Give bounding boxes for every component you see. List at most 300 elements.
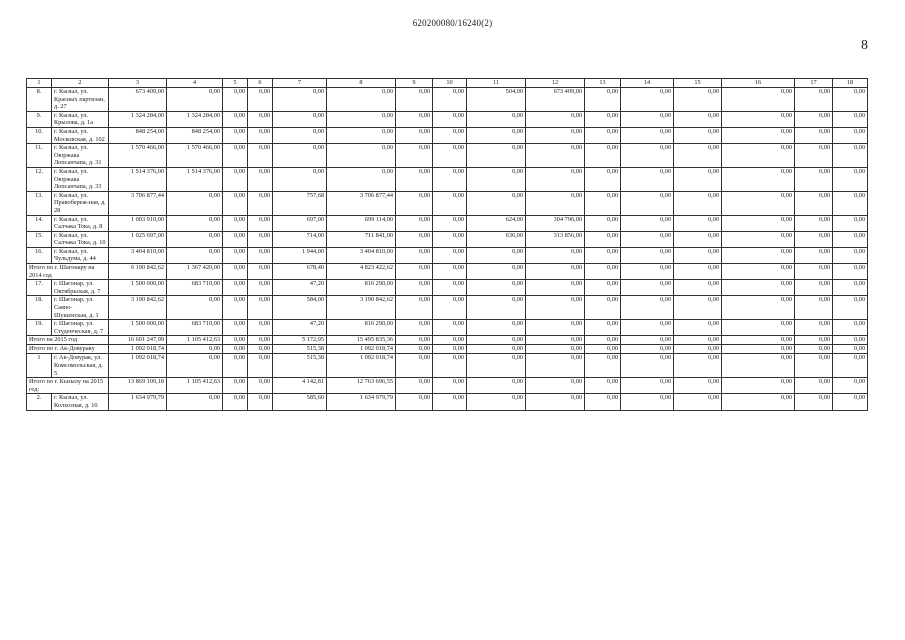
table-cell: 0,00 <box>248 144 273 168</box>
address-cell: г. Кызыл, ул. Салчака Тока, д. 10 <box>52 231 109 247</box>
table-cell: 0,00 <box>795 88 833 112</box>
table-cell: 0,00 <box>396 378 433 394</box>
table-cell: 0,00 <box>674 296 722 320</box>
table-cell: 0,00 <box>674 215 722 231</box>
table-cell: 0,00 <box>433 231 467 247</box>
row-number: 1 <box>27 354 52 378</box>
table-cell: 0,00 <box>433 144 467 168</box>
table-cell: 585,60 <box>273 394 327 410</box>
table-cell: 0,00 <box>167 354 223 378</box>
table-cell: 683 710,00 <box>167 320 223 336</box>
table-cell: 0,00 <box>248 264 273 280</box>
table-cell: 0,00 <box>722 296 795 320</box>
table-cell: 0,00 <box>674 111 722 127</box>
table-cell: 0,00 <box>433 394 467 410</box>
table-cell: 4 823 422,62 <box>327 264 396 280</box>
table-cell: 5 172,95 <box>273 336 327 345</box>
table-cell: 0,00 <box>396 394 433 410</box>
table-cell: 0,00 <box>396 215 433 231</box>
column-number: 10 <box>433 79 467 88</box>
subtotal-label: Итого по г. Шагонару на 2014 год <box>27 264 109 280</box>
table-cell: 0,00 <box>621 354 674 378</box>
table-cell: 0,00 <box>621 264 674 280</box>
table-cell: 0,00 <box>795 111 833 127</box>
table-cell: 1 092 018,74 <box>327 354 396 378</box>
table-cell: 0,00 <box>467 345 526 354</box>
table-cell: 0,00 <box>433 111 467 127</box>
table-cell: 0,00 <box>248 127 273 143</box>
address-cell: г. Кызыл, ул. Красных партизан, д. 27 <box>52 88 109 112</box>
table-cell: 0,00 <box>722 264 795 280</box>
column-number: 15 <box>674 79 722 88</box>
table-cell: 0,00 <box>526 264 585 280</box>
column-number: 11 <box>467 79 526 88</box>
table-cell: 0,00 <box>674 127 722 143</box>
table-cell: 0,00 <box>674 320 722 336</box>
table-cell: 0,00 <box>722 320 795 336</box>
table-cell: 0,00 <box>467 144 526 168</box>
table-cell: 1 092 018,74 <box>109 354 167 378</box>
table-cell: 0,00 <box>167 215 223 231</box>
table-cell: 0,00 <box>674 378 722 394</box>
table-cell: 0,00 <box>526 167 585 191</box>
table-row <box>27 191 868 215</box>
table-cell: 0,00 <box>248 296 273 320</box>
row-number: 8. <box>27 88 52 112</box>
table-cell: 0,00 <box>833 215 868 231</box>
table-cell: 0,00 <box>396 336 433 345</box>
subtotal-row <box>27 264 868 280</box>
table-row <box>27 296 868 320</box>
table-cell: 0,00 <box>833 354 868 378</box>
table-cell: 0,00 <box>433 378 467 394</box>
table-cell: 0,00 <box>722 88 795 112</box>
table-cell: 0,00 <box>223 394 248 410</box>
table-cell: 0,00 <box>433 127 467 143</box>
row-number: 18. <box>27 296 52 320</box>
table-cell: 0,00 <box>223 111 248 127</box>
table-cell: 0,00 <box>833 127 868 143</box>
table-cell: 1 570 466,00 <box>109 144 167 168</box>
table-cell: 0,00 <box>585 345 621 354</box>
table-cell: 683 710,00 <box>167 280 223 296</box>
page-number: 8 <box>861 38 868 53</box>
table-cell: 0,00 <box>223 354 248 378</box>
table-cell: 0,00 <box>396 111 433 127</box>
table-cell: 848 254,00 <box>167 127 223 143</box>
table-cell: 0,00 <box>526 296 585 320</box>
address-cell: г. Кызыл, ул. Колхозная, д. 10 <box>52 394 109 410</box>
table-cell: 0,00 <box>722 167 795 191</box>
table-cell: 0,00 <box>273 167 327 191</box>
table-row <box>27 354 868 378</box>
table-cell: 0,00 <box>467 167 526 191</box>
address-cell: г. Кызыл, ул. Оюржака Лопсанчапа, д. 33 <box>52 167 109 191</box>
table-cell: 0,00 <box>433 264 467 280</box>
table-cell: 1 092 018,74 <box>109 345 167 354</box>
table-cell: 0,00 <box>223 167 248 191</box>
table-cell: 0,00 <box>674 354 722 378</box>
table-cell: 0,00 <box>621 127 674 143</box>
address-cell: г. Шагонар, ул. Студенческая, д. 7 <box>52 320 109 336</box>
table-cell: 1 025 697,00 <box>109 231 167 247</box>
table-cell: 0,00 <box>722 247 795 263</box>
table-row <box>27 167 868 191</box>
table-cell: 0,00 <box>467 111 526 127</box>
column-number: 18 <box>833 79 868 88</box>
table-cell: 1 944,00 <box>273 247 327 263</box>
table-cell: 3 404 810,00 <box>327 247 396 263</box>
table-cell: 0,00 <box>795 231 833 247</box>
column-number: 1 <box>27 79 52 88</box>
subtotal-row <box>27 378 868 394</box>
table-cell: 0,00 <box>248 191 273 215</box>
table-cell: 0,00 <box>248 280 273 296</box>
row-number: 16. <box>27 247 52 263</box>
address-cell: г. Кызыл, ул. Оюржака Лопсанчапа, д. 31 <box>52 144 109 168</box>
table-cell: 0,00 <box>585 394 621 410</box>
column-number: 9 <box>396 79 433 88</box>
table-cell: 12 763 696,55 <box>327 378 396 394</box>
table-cell: 0,00 <box>795 167 833 191</box>
table-cell: 0,00 <box>433 167 467 191</box>
table-cell: 699 114,00 <box>327 215 396 231</box>
row-number: 17. <box>27 280 52 296</box>
table-cell: 0,00 <box>223 231 248 247</box>
table-row <box>27 320 868 336</box>
table-cell: 0,00 <box>585 280 621 296</box>
table-cell: 0,00 <box>248 394 273 410</box>
table-cell: 0,00 <box>433 320 467 336</box>
table-cell: 0,00 <box>674 345 722 354</box>
table-cell: 816 290,00 <box>327 320 396 336</box>
table-cell: 0,00 <box>433 88 467 112</box>
table-cell: 0,00 <box>467 394 526 410</box>
table-row <box>27 231 868 247</box>
table-cell: 1 105 412,63 <box>167 336 223 345</box>
table-cell: 0,00 <box>621 88 674 112</box>
table-row <box>27 280 868 296</box>
table-cell: 0,00 <box>167 88 223 112</box>
column-number: 17 <box>795 79 833 88</box>
table-cell: 0,00 <box>833 167 868 191</box>
table-cell: 0,00 <box>621 345 674 354</box>
table-cell: 0,00 <box>467 247 526 263</box>
table-cell: 0,00 <box>396 231 433 247</box>
row-number: 12. <box>27 167 52 191</box>
table-cell: 6 190 842,62 <box>109 264 167 280</box>
table-cell: 848 254,00 <box>109 127 167 143</box>
table-cell: 1 514 376,00 <box>109 167 167 191</box>
table-cell: 0,00 <box>795 394 833 410</box>
table-cell: 0,00 <box>248 215 273 231</box>
table-row <box>27 144 868 168</box>
table-cell: 636,00 <box>467 231 526 247</box>
table-cell: 0,00 <box>526 336 585 345</box>
table-cell: 0,00 <box>526 394 585 410</box>
table-cell: 0,00 <box>396 264 433 280</box>
table-cell: 0,00 <box>722 127 795 143</box>
table-cell: 0,00 <box>585 231 621 247</box>
table-cell: 0,00 <box>585 127 621 143</box>
table-cell: 0,00 <box>674 394 722 410</box>
document-id: 620200080/16240(2) <box>412 18 493 28</box>
row-number: 11. <box>27 144 52 168</box>
table-cell: 1 500 000,00 <box>109 280 167 296</box>
table-cell: 47,20 <box>273 320 327 336</box>
table-cell: 0,00 <box>248 345 273 354</box>
table-cell: 816 290,00 <box>327 280 396 296</box>
table-cell: 0,00 <box>585 215 621 231</box>
address-cell: г. Ак-Довурак, ул. Комсомольская, д. 5 <box>52 354 109 378</box>
table-cell: 0,00 <box>585 264 621 280</box>
table-cell: 1 367 420,00 <box>167 264 223 280</box>
table-cell: 0,00 <box>621 296 674 320</box>
table-cell: 0,00 <box>223 215 248 231</box>
table-cell: 0,00 <box>621 191 674 215</box>
address-cell: г. Кызыл, ул. Московская, д. 102 <box>52 127 109 143</box>
table-cell: 0,00 <box>585 378 621 394</box>
table-cell: 624,00 <box>467 215 526 231</box>
table-cell: 0,00 <box>585 167 621 191</box>
table-cell: 0,00 <box>467 264 526 280</box>
table-cell: 0,00 <box>327 144 396 168</box>
table-cell: 515,38 <box>273 354 327 378</box>
table-cell: 0,00 <box>674 167 722 191</box>
table-cell: 0,00 <box>722 231 795 247</box>
table-cell: 0,00 <box>248 167 273 191</box>
table-cell: 0,00 <box>674 336 722 345</box>
table-cell: 0,00 <box>396 354 433 378</box>
table-cell: 0,00 <box>467 320 526 336</box>
table-cell: 0,00 <box>467 280 526 296</box>
table-cell: 0,00 <box>467 354 526 378</box>
column-number: 2 <box>52 79 109 88</box>
table-cell: 0,00 <box>433 345 467 354</box>
table-cell: 0,00 <box>273 88 327 112</box>
table-cell: 0,00 <box>526 144 585 168</box>
table-cell: 0,00 <box>273 127 327 143</box>
table-cell: 0,00 <box>795 191 833 215</box>
table-cell: 0,00 <box>223 280 248 296</box>
column-number: 8 <box>327 79 396 88</box>
row-number: 2. <box>27 394 52 410</box>
table-cell: 0,00 <box>795 378 833 394</box>
table-cell: 0,00 <box>833 296 868 320</box>
table-cell: 0,00 <box>674 88 722 112</box>
table-cell: 0,00 <box>396 127 433 143</box>
table-cell: 0,00 <box>223 247 248 263</box>
table-cell: 0,00 <box>396 191 433 215</box>
subtotal-row <box>27 336 868 345</box>
table-cell: 0,00 <box>722 354 795 378</box>
table-cell: 0,00 <box>833 378 868 394</box>
table-cell: 0,00 <box>722 111 795 127</box>
table-cell: 0,00 <box>585 354 621 378</box>
row-number: 14. <box>27 215 52 231</box>
table-cell: 0,00 <box>526 247 585 263</box>
table-cell: 0,00 <box>526 354 585 378</box>
table-cell: 714,00 <box>273 231 327 247</box>
table-cell: 0,00 <box>526 127 585 143</box>
table-cell: 47,20 <box>273 280 327 296</box>
table-cell: 0,00 <box>396 320 433 336</box>
table-cell: 0,00 <box>526 345 585 354</box>
table-cell: 3 706 877,44 <box>327 191 396 215</box>
table-cell: 0,00 <box>396 144 433 168</box>
table-cell: 0,00 <box>327 88 396 112</box>
table-cell: 0,00 <box>621 231 674 247</box>
table-cell: 0,00 <box>585 144 621 168</box>
table-cell: 0,00 <box>167 394 223 410</box>
table-cell: 0,00 <box>396 280 433 296</box>
row-number: 15. <box>27 231 52 247</box>
table-cell: 0,00 <box>433 354 467 378</box>
table-cell: 0,00 <box>433 280 467 296</box>
table-cell: 0,00 <box>795 320 833 336</box>
table-cell: 0,00 <box>795 247 833 263</box>
table-cell: 0,00 <box>795 345 833 354</box>
table-cell: 0,00 <box>467 191 526 215</box>
table-cell: 0,00 <box>621 247 674 263</box>
table-cell: 0,00 <box>467 336 526 345</box>
table-cell: 0,00 <box>396 296 433 320</box>
table-cell: 16 601 247,99 <box>109 336 167 345</box>
table-cell: 0,00 <box>248 88 273 112</box>
table-cell: 3 190 842,62 <box>109 296 167 320</box>
table-cell: 673 409,00 <box>109 88 167 112</box>
table-cell: 0,00 <box>585 111 621 127</box>
table-cell: 0,00 <box>526 378 585 394</box>
table-cell: 1 105 412,63 <box>167 378 223 394</box>
table-cell: 0,00 <box>433 247 467 263</box>
table-cell: 13 869 109,18 <box>109 378 167 394</box>
table-cell: 0,00 <box>722 191 795 215</box>
table-cell: 0,00 <box>585 296 621 320</box>
column-number: 14 <box>621 79 674 88</box>
table-cell: 0,00 <box>795 264 833 280</box>
table-cell: 0,00 <box>223 144 248 168</box>
table-cell: 0,00 <box>795 215 833 231</box>
subtotal-label: Итого по г. Кызылу на 2015 год: <box>27 378 109 394</box>
row-number: 10. <box>27 127 52 143</box>
column-number: 13 <box>585 79 621 88</box>
table-cell: 0,00 <box>833 111 868 127</box>
table-cell: 711 841,00 <box>327 231 396 247</box>
table-cell: 0,00 <box>167 191 223 215</box>
table-cell: 0,00 <box>795 127 833 143</box>
table-cell: 0,00 <box>621 144 674 168</box>
table-cell: 0,00 <box>674 144 722 168</box>
address-cell: г. Кызыл, ул. Крылова, д. 1а <box>52 111 109 127</box>
table-cell: 0,00 <box>223 320 248 336</box>
table-cell: 0,00 <box>795 144 833 168</box>
table-cell: 0,00 <box>248 111 273 127</box>
address-cell: г. Кызыл, ул. Правобереж-ная, д. 28 <box>52 191 109 215</box>
table-cell: 0,00 <box>167 247 223 263</box>
table-row <box>27 127 868 143</box>
table-cell: 0,00 <box>223 88 248 112</box>
table-cell: 4 142,81 <box>273 378 327 394</box>
table-cell: 1 634 979,79 <box>109 394 167 410</box>
table-cell: 0,00 <box>526 111 585 127</box>
table-cell: 757,68 <box>273 191 327 215</box>
table-cell: 0,00 <box>621 111 674 127</box>
table-row <box>27 215 868 231</box>
table-row <box>27 394 868 410</box>
table-cell: 0,00 <box>327 111 396 127</box>
data-table <box>26 78 868 411</box>
table-cell: 0,00 <box>223 296 248 320</box>
table-cell: 0,00 <box>273 111 327 127</box>
table-cell: 673 409,00 <box>526 88 585 112</box>
table-cell: 0,00 <box>722 394 795 410</box>
table-row <box>27 111 868 127</box>
table-cell: 0,00 <box>433 215 467 231</box>
column-number: 7 <box>273 79 327 88</box>
column-number: 5 <box>223 79 248 88</box>
table-row <box>27 247 868 263</box>
table-cell: 0,00 <box>833 336 868 345</box>
address-cell: г. Кызыл, ул. Чульдума, д. 44 <box>52 247 109 263</box>
table-cell: 0,00 <box>526 320 585 336</box>
table-cell: 0,00 <box>167 345 223 354</box>
table-cell: 0,00 <box>795 280 833 296</box>
table-cell: 0,00 <box>833 264 868 280</box>
table-cell: 0,00 <box>585 191 621 215</box>
subtotal-row <box>27 345 868 354</box>
table-cell: 0,00 <box>722 144 795 168</box>
table-cell: 0,00 <box>396 88 433 112</box>
table-cell: 0,00 <box>467 127 526 143</box>
table-cell: 0,00 <box>674 264 722 280</box>
table-cell: 0,00 <box>722 215 795 231</box>
table-cell: 0,00 <box>223 378 248 394</box>
row-number: 19. <box>27 320 52 336</box>
table-cell: 515,38 <box>273 345 327 354</box>
table-cell: 0,00 <box>621 336 674 345</box>
table-cell: 1 500 000,00 <box>109 320 167 336</box>
table-cell: 0,00 <box>674 280 722 296</box>
table-cell: 0,00 <box>621 215 674 231</box>
table-cell: 0,00 <box>223 127 248 143</box>
table-cell: 0,00 <box>526 280 585 296</box>
table-cell: 313 856,00 <box>526 231 585 247</box>
table-cell: 0,00 <box>248 378 273 394</box>
table-cell: 504,00 <box>467 88 526 112</box>
table-cell: 0,00 <box>833 247 868 263</box>
table-cell: 0,00 <box>795 354 833 378</box>
address-cell: г. Кызыл, ул. Салчака Тока, д. 8 <box>52 215 109 231</box>
table-cell: 15 495 835,36 <box>327 336 396 345</box>
table-cell: 0,00 <box>273 144 327 168</box>
table-cell: 1 514 376,00 <box>167 167 223 191</box>
table-cell: 0,00 <box>467 378 526 394</box>
table-cell: 3 706 877,44 <box>109 191 167 215</box>
address-cell: г. Шагонар, ул. Октябрьская, д. 7 <box>52 280 109 296</box>
table-cell: 1 003 910,00 <box>109 215 167 231</box>
table-cell: 0,00 <box>621 280 674 296</box>
column-number: 3 <box>109 79 167 88</box>
table-cell: 0,00 <box>585 320 621 336</box>
table-cell: 0,00 <box>396 247 433 263</box>
table-cell: 0,00 <box>795 336 833 345</box>
table-cell: 0,00 <box>585 247 621 263</box>
table-cell: 0,00 <box>433 191 467 215</box>
table-cell: 0,00 <box>223 345 248 354</box>
table-cell: 1 634 979,79 <box>327 394 396 410</box>
table-cell: 0,00 <box>621 394 674 410</box>
